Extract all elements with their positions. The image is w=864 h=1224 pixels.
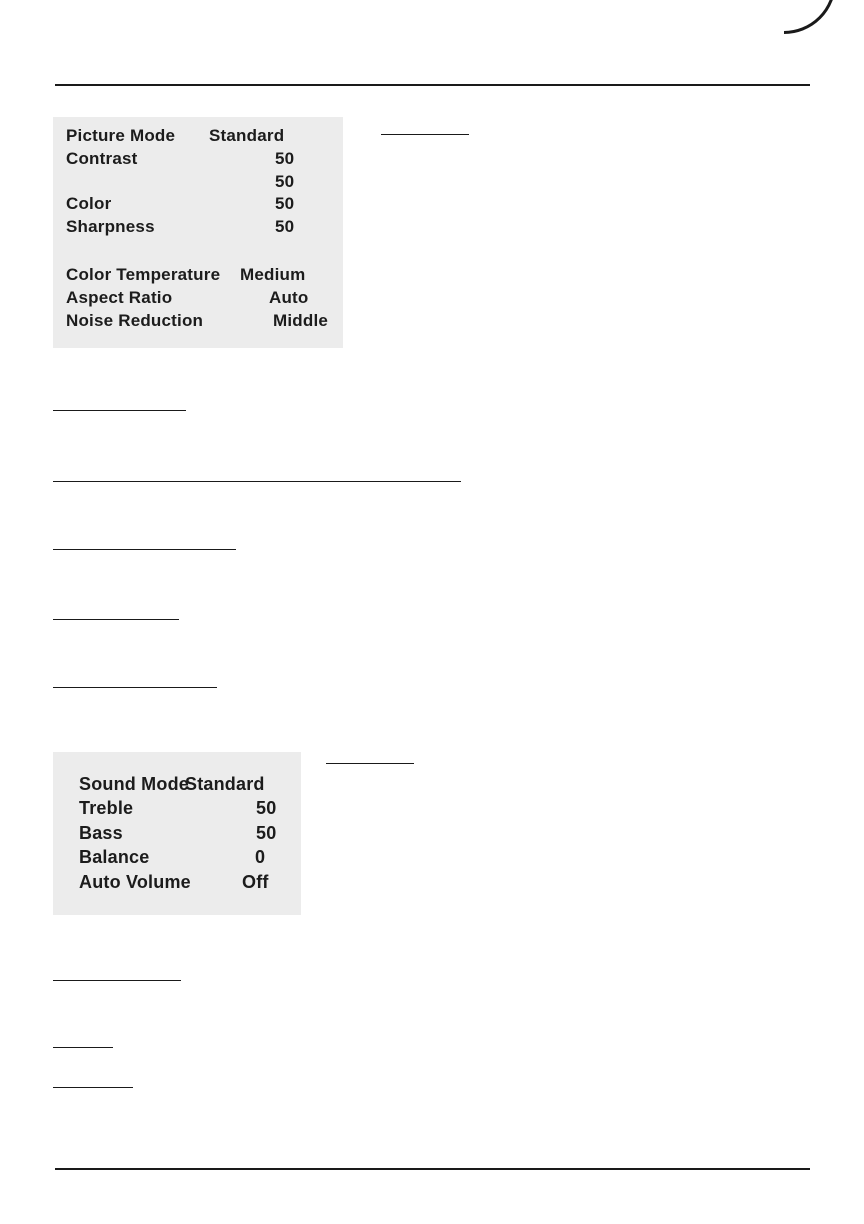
sound-mode-value: Standard <box>185 774 265 794</box>
auto-volume-value: Off <box>242 872 269 892</box>
noise-reduction-value: Middle <box>273 311 329 330</box>
sound-section-heading-underline <box>326 763 414 764</box>
item-heading-underline <box>53 410 186 411</box>
treble-value: 50 <box>256 798 277 818</box>
bass-value: 50 <box>256 823 277 843</box>
aspect-ratio-label: Aspect Ratio <box>66 288 173 307</box>
balance-value: 0 <box>255 847 266 867</box>
item-heading-underline <box>53 687 217 688</box>
picture-mode-label: Picture Mode <box>66 126 176 145</box>
item-heading-underline <box>53 619 179 620</box>
color-temperature-label: Color Temperature <box>66 265 221 284</box>
sound-menu-panel <box>53 752 301 915</box>
item-heading-underline <box>53 549 236 550</box>
balance-label: Balance <box>79 847 150 867</box>
bass-label: Bass <box>79 823 123 843</box>
item-heading-underline <box>53 481 461 482</box>
item-heading-underline <box>53 1047 113 1048</box>
sharpness-label: Sharpness <box>66 217 155 236</box>
footer-rule <box>55 1168 810 1170</box>
unlabeled-setting-value: 50 <box>275 172 295 191</box>
picture-section-heading-underline <box>381 134 469 135</box>
noise-reduction-label: Noise Reduction <box>66 311 204 330</box>
color-value: 50 <box>275 194 295 213</box>
header-rule <box>55 84 810 86</box>
contrast-value: 50 <box>275 149 295 168</box>
page-corner-arc <box>732 0 836 34</box>
color-temperature-value: Medium <box>240 265 306 284</box>
item-heading-underline <box>53 1087 133 1088</box>
treble-label: Treble <box>79 798 134 818</box>
auto-volume-label: Auto Volume <box>79 872 191 892</box>
sound-mode-label: Sound Mode <box>79 774 189 794</box>
picture-menu-panel <box>53 117 343 348</box>
sharpness-value: 50 <box>275 217 295 236</box>
item-heading-underline <box>53 980 181 981</box>
color-label: Color <box>66 194 112 213</box>
picture-mode-value: Standard <box>209 126 285 145</box>
contrast-label: Contrast <box>66 149 138 168</box>
aspect-ratio-value: Auto <box>269 288 309 307</box>
